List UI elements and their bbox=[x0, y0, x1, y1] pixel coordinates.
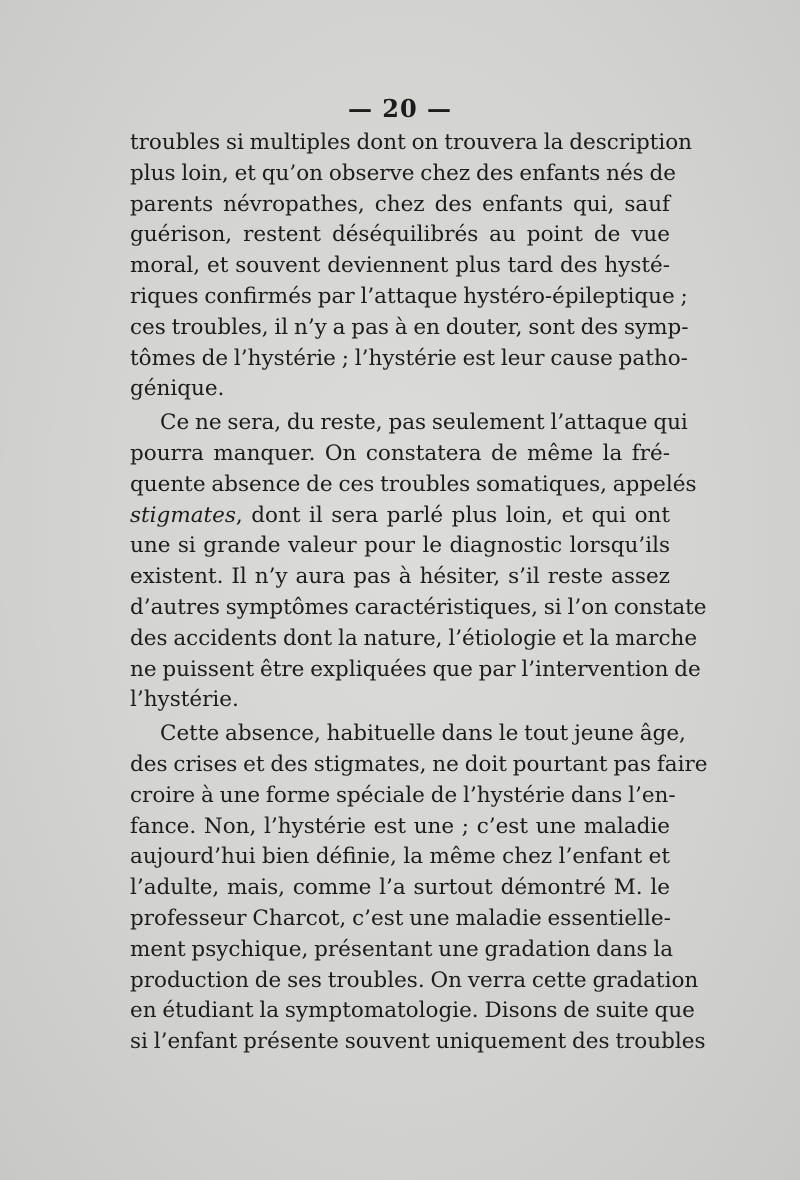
text-line: ment psychique, présentant une gradation dans la bbox=[130, 936, 674, 962]
text-line: croire à une forme spéciale de l’hystérie dans l’en- bbox=[130, 782, 676, 808]
paragraph bbox=[130, 128, 693, 405]
text-line: ces troubles, il n’y a pas à en douter, sont des symp- bbox=[130, 314, 689, 340]
body-text bbox=[130, 128, 708, 1058]
text-line: en étudiant la symptomatologie. Disons de suite que bbox=[130, 998, 695, 1024]
text-line: tômes de l’hystérie ; l’hystérie est leur cause patho- bbox=[130, 345, 688, 371]
text-line: riques confirmés par l’attaque hystéro-épileptique ; bbox=[130, 283, 688, 309]
text-line: une si grande valeur pour le diagnostic lorsqu’ils bbox=[130, 533, 670, 559]
text-line: troubles si multiples dont on trouvera la description bbox=[130, 130, 693, 155]
text-line: des crises et des stigmates, ne doit pourtant pas faire bbox=[130, 751, 708, 777]
text-line: stigmates, dont il sera parlé plus loin, et qui ont bbox=[130, 502, 670, 528]
text-line: moral, et souvent deviennent plus tard des hysté- bbox=[130, 253, 670, 279]
text-line: génique. bbox=[130, 376, 225, 402]
text-line: production de ses troubles. On verra cette gradation bbox=[130, 967, 699, 993]
text-line: professeur Charcot, c’est une maladie essentielle- bbox=[130, 905, 671, 931]
paragraph bbox=[130, 719, 708, 1058]
text-line: plus loin, et qu’on observe chez des enfants nés de bbox=[130, 160, 677, 186]
text-line: si l’enfant présente souvent uniquement des troubles bbox=[130, 1029, 706, 1055]
text-line: Cette absence, habituelle dans le tout jeune âge, bbox=[160, 721, 686, 747]
text-line: parents névropathes, chez des enfants qui, sauf bbox=[130, 191, 670, 217]
text-line: ne puissent être expliquées que par l’intervention de bbox=[130, 656, 701, 682]
text-line: pourra manquer. On constatera de même la fré- bbox=[130, 440, 670, 466]
text-line: l’adulte, mais, comme l’a surtout démontré M. le bbox=[130, 875, 670, 901]
text-line: existent. Il n’y aura pas à hésiter, s’il reste assez bbox=[130, 564, 670, 590]
italic-term: stigmates bbox=[130, 502, 236, 528]
text-line: fance. Non, l’hystérie est une ; c’est une maladie bbox=[130, 813, 670, 839]
text-line: aujourd’hui bien définie, la même chez l’enfant et bbox=[130, 844, 670, 870]
text-line: Ce ne sera, du reste, pas seulement l’attaque qui bbox=[160, 410, 688, 436]
text-line: guérison, restent déséquilibrés au point de vue bbox=[130, 222, 670, 248]
text-line: des accidents dont la nature, l’étiologie et la marche bbox=[130, 625, 698, 651]
text-line: d’autres symptômes caractéristiques, si l’on constate bbox=[130, 594, 707, 620]
paragraph bbox=[130, 408, 707, 716]
page-number: — 20 — bbox=[347, 94, 453, 123]
text-line: quente absence de ces troubles somatiques, appelés bbox=[130, 471, 697, 497]
text-line: l’hystérie. bbox=[130, 687, 239, 713]
